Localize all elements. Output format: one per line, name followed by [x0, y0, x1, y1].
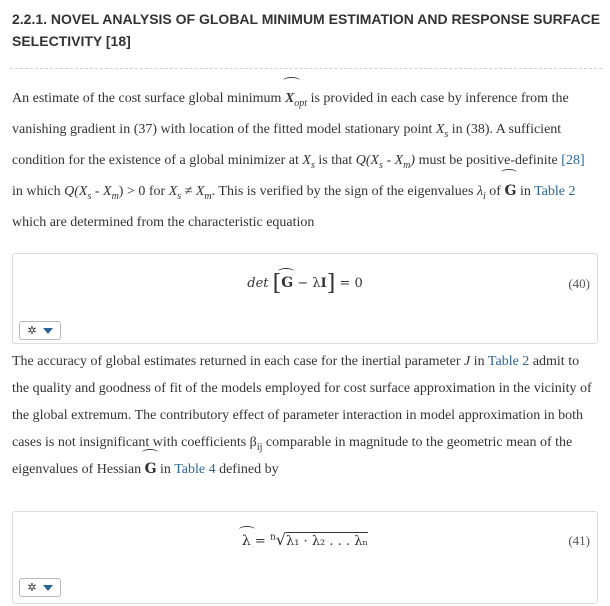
text: in which: [12, 184, 65, 200]
gear-icon: ✲: [27, 324, 37, 337]
paragraph-accuracy: The accuracy of global estimates returned in each case for the inertial parameter J in Table 2 admit to the quality and goodness of fit of the models employed for cost surface approximation in the vicinity of the global extremum. The contributory effect of parameter interaction in model approximation in both cases is not insignificant with coefficients $\beta_{ij}$ comparable in magnitude to the geometric mean of the eigenvalues of Hessian G in Table 4 defined by: [12, 348, 598, 483]
lambda-i-symbol: λ: [476, 184, 484, 200]
section-heading: 2.2.1. NOVEL ANALYSIS OF GLOBAL MINIMUM ESTIMATION AND RESPONSE SURFACE SELECTIVITY [18]: [12, 11, 601, 49]
text: The accuracy of global estimates returned in each case for the inertial parameter: [12, 354, 465, 369]
equation-41-box: [12, 511, 598, 604]
text: is that: [314, 152, 356, 168]
equation-number: (41): [568, 533, 590, 548]
text: . This is verified by the sign of the eigenvalues: [211, 184, 477, 200]
equation-menu-button[interactable]: [19, 321, 61, 340]
table-2-link[interactable]: Table 2: [534, 184, 576, 200]
q-inequality: $Q(X_s - X_m$: [64, 184, 119, 203]
text: in: [470, 354, 488, 369]
paragraph-global-minimum: An estimate of the cost surface global minimum $X_{opt}$ is provided in each case by inference from the vanishing gradient in (37) with location of the fitted model stationary point $X_s$ in (38). A sufficient condition for the existence of a global minimizer at $X_s$ is that $Q(X_s - X_m)$ must be positive-definite [28] in which $Q(X_s - X_m) > 0$ for $X_s \ne X_m$. This is verified by the sign of the eigenvalues $\lambda_i$ of G in Table 2 which are determined from the characteristic equation: [12, 84, 598, 239]
q-expression: $Q(X_s - X_m)$: [355, 152, 416, 171]
text: for: [145, 184, 169, 200]
equation-40-formula: det [G − λI] = 0: [247, 271, 363, 296]
text: admit to the quality and goodness of fit of the models employed for cost surface approximation in the vicinity of the global extremum. The contributory effect of parameter interaction in model approximation in both cases is not insignificant with coefficients β: [12, 354, 592, 450]
table-2-link[interactable]: Table 2: [487, 354, 530, 369]
text: An estimate of the cost surface global minimum: [12, 91, 285, 106]
xs-symbol: X: [435, 121, 445, 137]
text: in: [516, 184, 535, 200]
equation-41-formula: λ = $^n$√λ₁ · λ₂ . . . λₙ: [241, 530, 369, 549]
g-hat-symbol: G: [145, 456, 157, 483]
equation-menu-button[interactable]: [19, 578, 61, 597]
reference-28-link[interactable]: [28]: [561, 152, 585, 168]
equation-number: (40): [568, 276, 590, 291]
j-symbol: J: [464, 354, 471, 369]
x-opt-symbol: X: [285, 84, 294, 115]
text: is provided in each case by inference from the vanishing gradient in (37) with location of the fitted model stationary point: [12, 91, 569, 137]
text: must be positive-definite: [415, 152, 562, 168]
caret-down-icon: [43, 328, 53, 334]
gear-icon: ✲: [27, 581, 37, 594]
heading-divider: [10, 68, 602, 69]
text: comparable in magnitude to the geometric mean of the eigenvalues of Hessian: [12, 435, 573, 477]
text: in: [156, 462, 175, 477]
text: defined by: [215, 462, 279, 477]
equation-40-box: [12, 253, 598, 344]
text: of: [485, 184, 505, 200]
xs-neq-xm: $X_s \ne X_m$: [168, 184, 212, 203]
text: in (38). A sufficient condition for the existence of a global minimizer at: [12, 121, 562, 168]
g-hat-symbol: G: [504, 176, 516, 207]
table-4-link[interactable]: Table 4: [174, 462, 216, 477]
caret-down-icon: [43, 585, 53, 591]
text: which are determined from the characteristic equation: [12, 215, 315, 231]
